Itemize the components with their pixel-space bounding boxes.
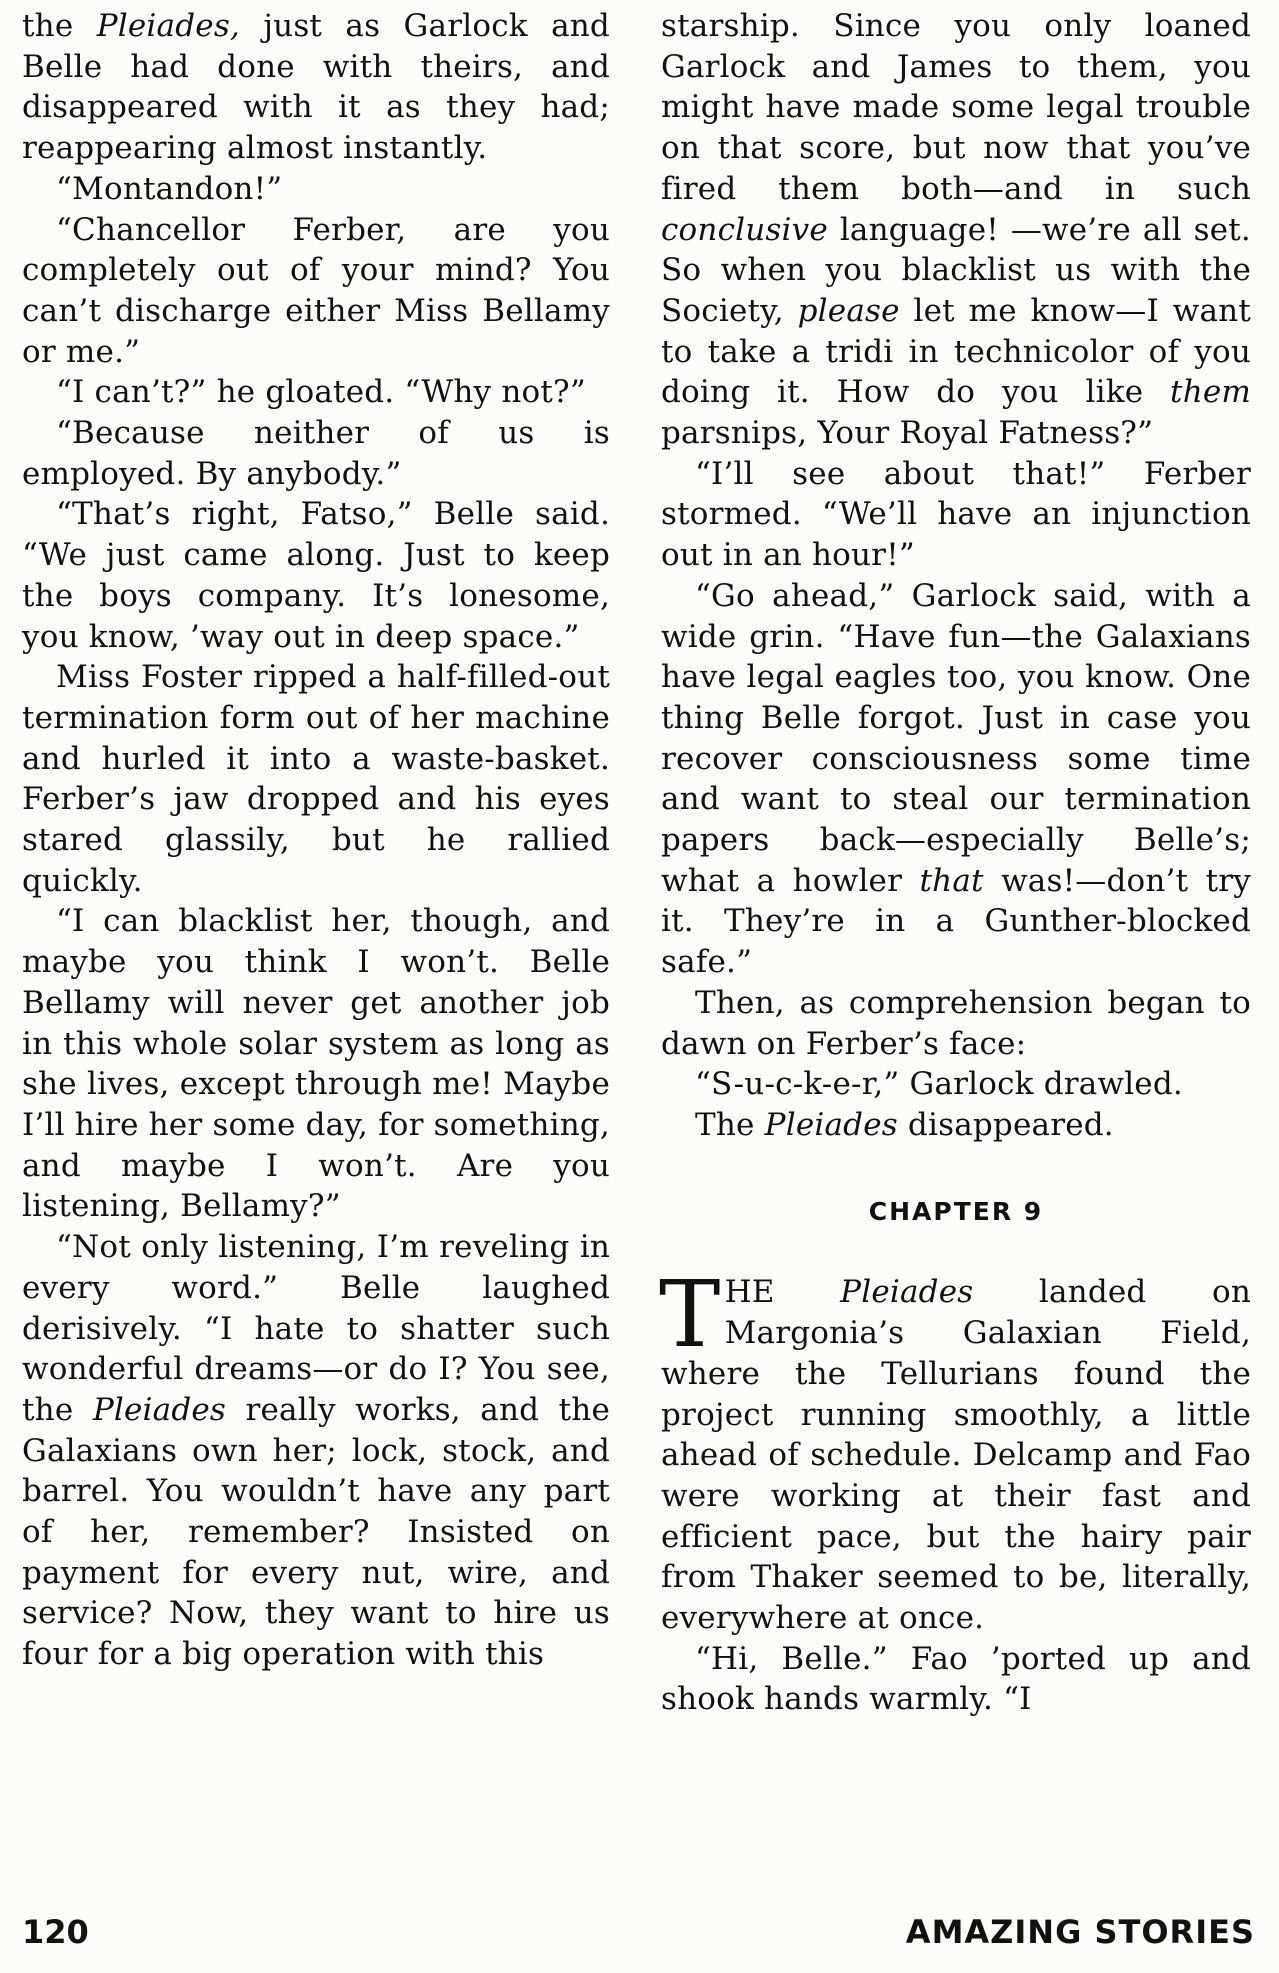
paragraph: “I can’t?” he gloated. “Why not?” [56, 374, 586, 411]
paragraph: “Because neither of us is employed. By anybody.” [22, 415, 610, 492]
chapter-heading: CHAPTER 9 [868, 1196, 1044, 1226]
left-column [22, 6, 610, 1675]
paragraph: Miss Foster ripped a half-filled-out termination form out of her machine and hurled it into a waste-basket. Ferber’s jaw dropped and his eyes stared glassily, but he rallied quickly. [22, 659, 610, 899]
paragraph: THE Pleiades landed on Margonia’s Galaxian Field, where the Tellurians found the project running smoothly, a little ahead of schedule. Delcamp and Fao were working at their fast and efficient pace, but the hairy pair from Thaker seemed to be, literally, everywhere at once. [659, 1261, 1252, 1637]
paragraph: starship. Since you only loaned Garlock and James to them, you might have made some legal trouble on that score, but now that you’ve fired them both—and in such conclusive language! —we’re all set. So when you blacklist us with the Society, please let me know—I want to take a tridi in technicolor of you doing it. How do you like them parsnips, Your Royal Fatness?” [661, 8, 1251, 452]
paragraph: “I’ll see about that!” Ferber stormed. “We’ll have an injunction out in an hour!” [661, 455, 1251, 574]
paragraph: Then, as comprehension began to dawn on Ferber’s face: [661, 984, 1251, 1062]
paragraph: “Go ahead,” Garlock said, with a wide grin. “Have fun—the Galaxians have legal eagles too, you know. One thing Belle forgot. Just in case you recover consciousness some time and want to steal our termination papers back—especially Belle’s; what a howler that was!—don’t try it. They’re in a Gunther-blocked safe.” [661, 577, 1252, 981]
paragraph: “Montandon!” [56, 170, 283, 207]
paragraph: “S-u-c-k-e-r,” Garlock drawled. [695, 1066, 1183, 1103]
drop-cap: T [659, 1261, 721, 1369]
paragraph: “Not only listening, I’m reveling in every word.” Belle laughed derisively. “I hate to shatter such wonderful dreams—or do I? You see, the Pleiades really works, and the Galaxians own her; lock, stock, and barrel. You wouldn’t have any part of her, remember? Insisted on payment for every nut, wire, and service? Now, they want to hire us four for a big operation with this [22, 1229, 610, 1673]
magazine-title: AMAZING STORIES [905, 1913, 1255, 1951]
paragraph: “I can blacklist her, though, and maybe you think I won’t. Belle Bellamy will never get another job in this whole solar system as long as she lives, except through me! Maybe I’ll hire her some day, for something, and maybe I won’t. Are you listening, Bellamy?” [22, 903, 610, 1225]
paragraph: “Chancellor Ferber, are you completely out of your mind? You can’t discharge either Miss Bellamy or me.” [22, 211, 610, 370]
paragraph: the Pleiades, just as Garlock and Belle had done with theirs, and disappeared with it as they had; reappearing almost instantly. [22, 8, 610, 167]
paragraph: “Hi, Belle.” Fao ’ported up and shook hands warmly. “I [661, 1640, 1251, 1718]
page-number: 120 [22, 1913, 89, 1951]
paragraph: “That’s right, Fatso,” Belle said. “We just came along. Just to keep the boys company. It’s lonesome, you know, ’way out in deep space.” [22, 496, 610, 655]
paragraph: The Pleiades disappeared. [695, 1106, 1114, 1143]
right-column [661, 6, 1251, 1720]
